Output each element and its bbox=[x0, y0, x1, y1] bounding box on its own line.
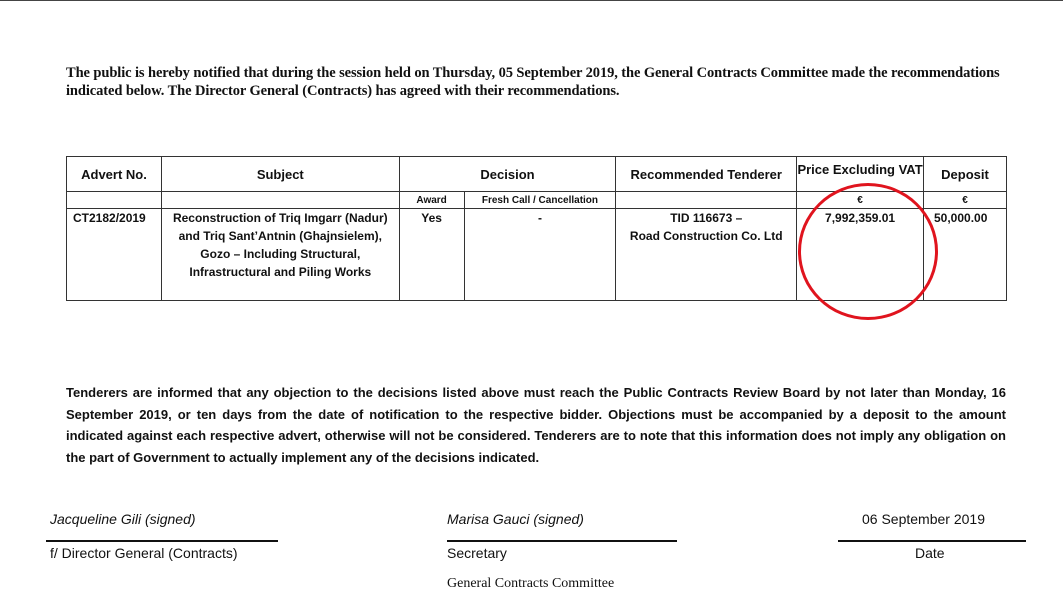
subheader-deposit-currency: € bbox=[924, 192, 1007, 209]
header-advert: Advert No. bbox=[67, 157, 162, 192]
header-tenderer: Recommended Tenderer bbox=[616, 157, 797, 192]
header-price-label: Price Excluding VAT bbox=[797, 162, 923, 177]
subheader-advert-empty bbox=[67, 192, 162, 209]
date-line bbox=[838, 540, 1026, 542]
cell-award: Yes bbox=[399, 209, 464, 301]
left-signature-title: f/ Director General (Contracts) bbox=[50, 545, 238, 561]
subheader-subject-empty bbox=[161, 192, 399, 209]
left-signature-line bbox=[46, 540, 278, 542]
cell-tenderer bbox=[616, 209, 797, 301]
highlight-circle bbox=[798, 183, 938, 320]
cell-subject bbox=[161, 209, 399, 301]
cell-subject-text: Reconstruction of Triq Imgarr (Nadur) and Triq Sant’Antnin (Ghajnsielem), Gozo – Including Structural, Infrastructural and Piling Works bbox=[172, 211, 388, 279]
cell-price: 7,992,359.01 bbox=[797, 209, 924, 301]
subheader-award: Award bbox=[399, 192, 464, 209]
signature-date-value: 06 September 2019 bbox=[862, 511, 985, 527]
notice-paragraph: Tenderers are informed that any objection to the decisions listed above must reach the Public Contracts Review Board by not later than Monday, 16 September 2019, or ten days from the date of notification to the respective bidder. Objections must be accompanied by a deposit to the amount indicated against each respective advert, otherwise will not be considered. Tenderers are to note that this information does not imply any obligation on the part of Government to actually implement any of the decisions indicated. bbox=[66, 385, 1006, 465]
header-subject: Subject bbox=[161, 157, 399, 192]
header-decision: Decision bbox=[399, 157, 616, 192]
subheader-fresh-call: Fresh Call / Cancellation bbox=[464, 192, 616, 209]
subheader-price-currency: € bbox=[797, 192, 924, 209]
subheader-tenderer-empty bbox=[616, 192, 797, 209]
tenderer-line-2: Road Construction Co. Ltd bbox=[629, 229, 783, 243]
cell-fresh-call: - bbox=[464, 209, 616, 301]
middle-signature-line bbox=[447, 540, 677, 542]
tenderer-line-1: TID 116673 – bbox=[670, 211, 743, 225]
committee-name: General Contracts Committee bbox=[447, 576, 615, 591]
middle-signature-name: Marisa Gauci (signed) bbox=[447, 511, 584, 527]
left-signature-name: Jacqueline Gili (signed) bbox=[50, 511, 196, 527]
cell-advert: CT2182/2019 bbox=[67, 209, 162, 301]
middle-signature-title: Secretary bbox=[447, 545, 507, 561]
intro-paragraph: The public is hereby notified that during the session held on Thursday, 05 September 2019, the General Contracts Committee made the recommendations indicated below. The Director General (Contracts) has agreed with their recommendations. bbox=[66, 65, 1000, 99]
header-deposit: Deposit bbox=[924, 157, 1007, 192]
top-border bbox=[0, 0, 1063, 1]
signature-date-label: Date bbox=[915, 545, 945, 561]
cell-deposit: 50,000.00 bbox=[924, 209, 1007, 301]
